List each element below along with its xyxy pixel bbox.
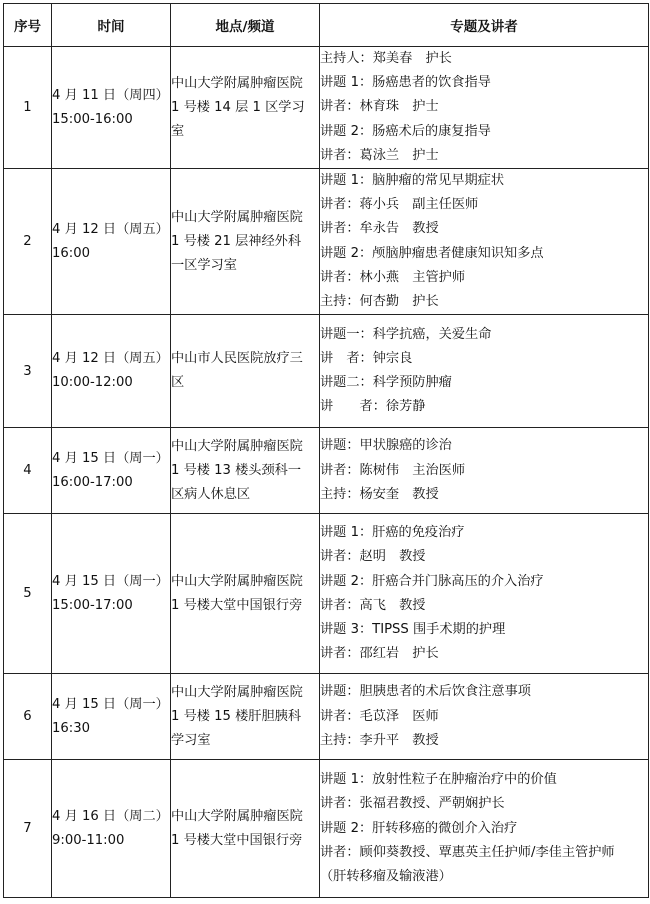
table-row	[4, 428, 649, 514]
time-line: 15:00-17:00	[52, 597, 133, 613]
row-topic	[320, 760, 649, 898]
place-line: 中山大学附属肿瘤医院	[171, 438, 303, 454]
topic-line: 讲 者：钟宗良	[320, 351, 413, 367]
topic-line: 讲者：高飞 教授	[320, 597, 426, 613]
row-time	[52, 315, 171, 428]
topic-line: 讲者：顾仰葵教授、覃惠英主任护师/李佳主管护师	[320, 844, 615, 860]
row-place	[171, 47, 320, 169]
row-no: 1	[4, 47, 52, 169]
topic-line: 讲题 2：肝癌合并门脉高压的介入治疗	[320, 573, 544, 589]
topic-line: 讲者：林小燕 主管护师	[320, 269, 466, 285]
time-line: 4 月 11 日（周四）	[52, 87, 169, 103]
row-no: 7	[4, 760, 52, 898]
place-line: 1 号楼大堂中国银行旁	[171, 597, 303, 613]
topic-line: 讲题 1：肝癌的免疫治疗	[320, 525, 465, 541]
topic-line: 讲题 2：颅脑肿瘤患者健康知识知多点	[320, 245, 544, 261]
topic-line: 讲者：赵明 教授	[320, 549, 426, 565]
table-row	[4, 514, 649, 674]
topic-line: 讲题 3：TIPSS 围手术期的护理	[320, 621, 506, 637]
place-line: 区	[171, 375, 185, 391]
time-line: 4 月 16 日（周二）	[52, 808, 169, 824]
topic-line: 讲题：胆胰患者的术后饮食注意事项	[320, 684, 531, 700]
header-place: 地点/频道	[171, 4, 320, 47]
row-topic	[320, 428, 649, 514]
topic-line: 讲者：邵红岩 护长	[320, 646, 439, 662]
place-line: 一区学习室	[171, 257, 237, 273]
table-row	[4, 169, 649, 315]
row-topic	[320, 674, 649, 760]
topic-line: 讲题 1：放射性粒子在肿瘤治疗中的价值	[320, 772, 557, 788]
table-row	[4, 47, 649, 169]
row-place	[171, 428, 320, 514]
time-line: 16:00	[52, 245, 91, 261]
row-place	[171, 760, 320, 898]
topic-line: 主持人：郑美春 护长	[320, 51, 452, 66]
topic-line: 主持：杨安奎 教授	[320, 486, 439, 502]
time-line: 16:00-17:00	[52, 474, 133, 490]
row-no: 3	[4, 315, 52, 428]
row-topic	[320, 315, 649, 428]
topic-line: 讲者：牟永告 教授	[320, 221, 439, 237]
row-topic	[320, 169, 649, 315]
row-time	[52, 428, 171, 514]
time-line: 10:00-12:00	[52, 375, 133, 391]
time-line: 4 月 15 日（周一）	[52, 450, 169, 466]
row-time	[52, 674, 171, 760]
topic-line: 讲题二：科学预防肿瘤	[320, 375, 452, 391]
row-no: 2	[4, 169, 52, 315]
topic-line: 讲者：毛苡泽 医师	[320, 708, 439, 724]
topic-line: 讲者：葛泳兰 护士	[320, 147, 439, 163]
topic-line: 讲题 2：肝转移癌的微创介入治疗	[320, 820, 518, 836]
place-line: 1 号楼 14 层 1 区学习	[171, 99, 305, 115]
row-no: 6	[4, 674, 52, 760]
place-line: 1 号楼 21 层神经外科	[171, 233, 302, 249]
place-line: 1 号楼 13 楼头颈科一	[171, 462, 302, 478]
place-line: 中山大学附属肿瘤医院	[171, 75, 303, 91]
place-line: 学习室	[171, 732, 211, 748]
topic-line: 主持：李升平 教授	[320, 732, 439, 748]
place-line: 中山大学附属肿瘤医院	[171, 808, 303, 824]
place-line: 室	[171, 123, 185, 139]
row-time	[52, 760, 171, 898]
row-place	[171, 514, 320, 674]
row-time	[52, 47, 171, 169]
topic-line: 讲题 2：肠癌术后的康复指导	[320, 123, 491, 139]
topic-line: 讲者：陈树伟 主治医师	[320, 462, 466, 478]
row-no: 4	[4, 428, 52, 514]
table-row	[4, 760, 649, 898]
topic-line: （肝转移瘤及输液港）	[320, 869, 452, 885]
place-line: 中山大学附属肿瘤医院	[171, 573, 303, 589]
time-line: 15:00-16:00	[52, 111, 133, 127]
place-line: 1 号楼大堂中国银行旁	[171, 832, 303, 848]
place-line: 1 号楼 15 楼肝胆胰科	[171, 708, 302, 724]
row-place	[171, 674, 320, 760]
time-line: 9:00-11:00	[52, 832, 125, 848]
place-line: 区病人休息区	[171, 486, 251, 502]
row-place	[171, 169, 320, 315]
place-line: 中山大学附属肿瘤医院	[171, 209, 303, 225]
time-line: 4 月 15 日（周一）	[52, 696, 169, 712]
place-line: 中山大学附属肿瘤医院	[171, 684, 303, 700]
topic-line: 讲题一：科学抗癌，关爱生命	[320, 326, 492, 342]
header-row	[4, 4, 649, 47]
schedule-table	[3, 3, 649, 898]
header-topic: 专题及讲者	[320, 4, 649, 47]
time-line: 4 月 12 日（周五）	[52, 351, 169, 367]
header-no: 序号	[4, 4, 52, 47]
topic-line: 讲 者：徐芳静	[320, 399, 426, 415]
table-row	[4, 674, 649, 760]
time-line: 4 月 15 日（周一）	[52, 573, 169, 589]
time-line: 4 月 12 日（周五）	[52, 221, 169, 237]
row-place	[171, 315, 320, 428]
topic-line: 讲题 1：脑肿瘤的常见早期症状	[320, 173, 505, 189]
topic-line: 讲题 1：肠癌患者的饮食指导	[320, 75, 491, 91]
topic-line: 讲者：张福君教授、严朝娴护长	[320, 796, 505, 812]
row-topic	[320, 514, 649, 674]
row-topic	[320, 47, 649, 169]
row-time	[52, 169, 171, 315]
topic-line: 主持：何杏勤 护长	[320, 294, 439, 310]
row-no: 5	[4, 514, 52, 674]
table-row	[4, 315, 649, 428]
time-line: 16:30	[52, 720, 91, 736]
header-time: 时间	[52, 4, 171, 47]
topic-line: 讲者：蒋小兵 副主任医师	[320, 197, 479, 213]
place-line: 中山市人民医院放疗三	[171, 351, 303, 367]
row-time	[52, 514, 171, 674]
topic-line: 讲题：甲状腺癌的诊治	[320, 438, 452, 454]
topic-line: 讲者：林育珠 护士	[320, 99, 439, 115]
